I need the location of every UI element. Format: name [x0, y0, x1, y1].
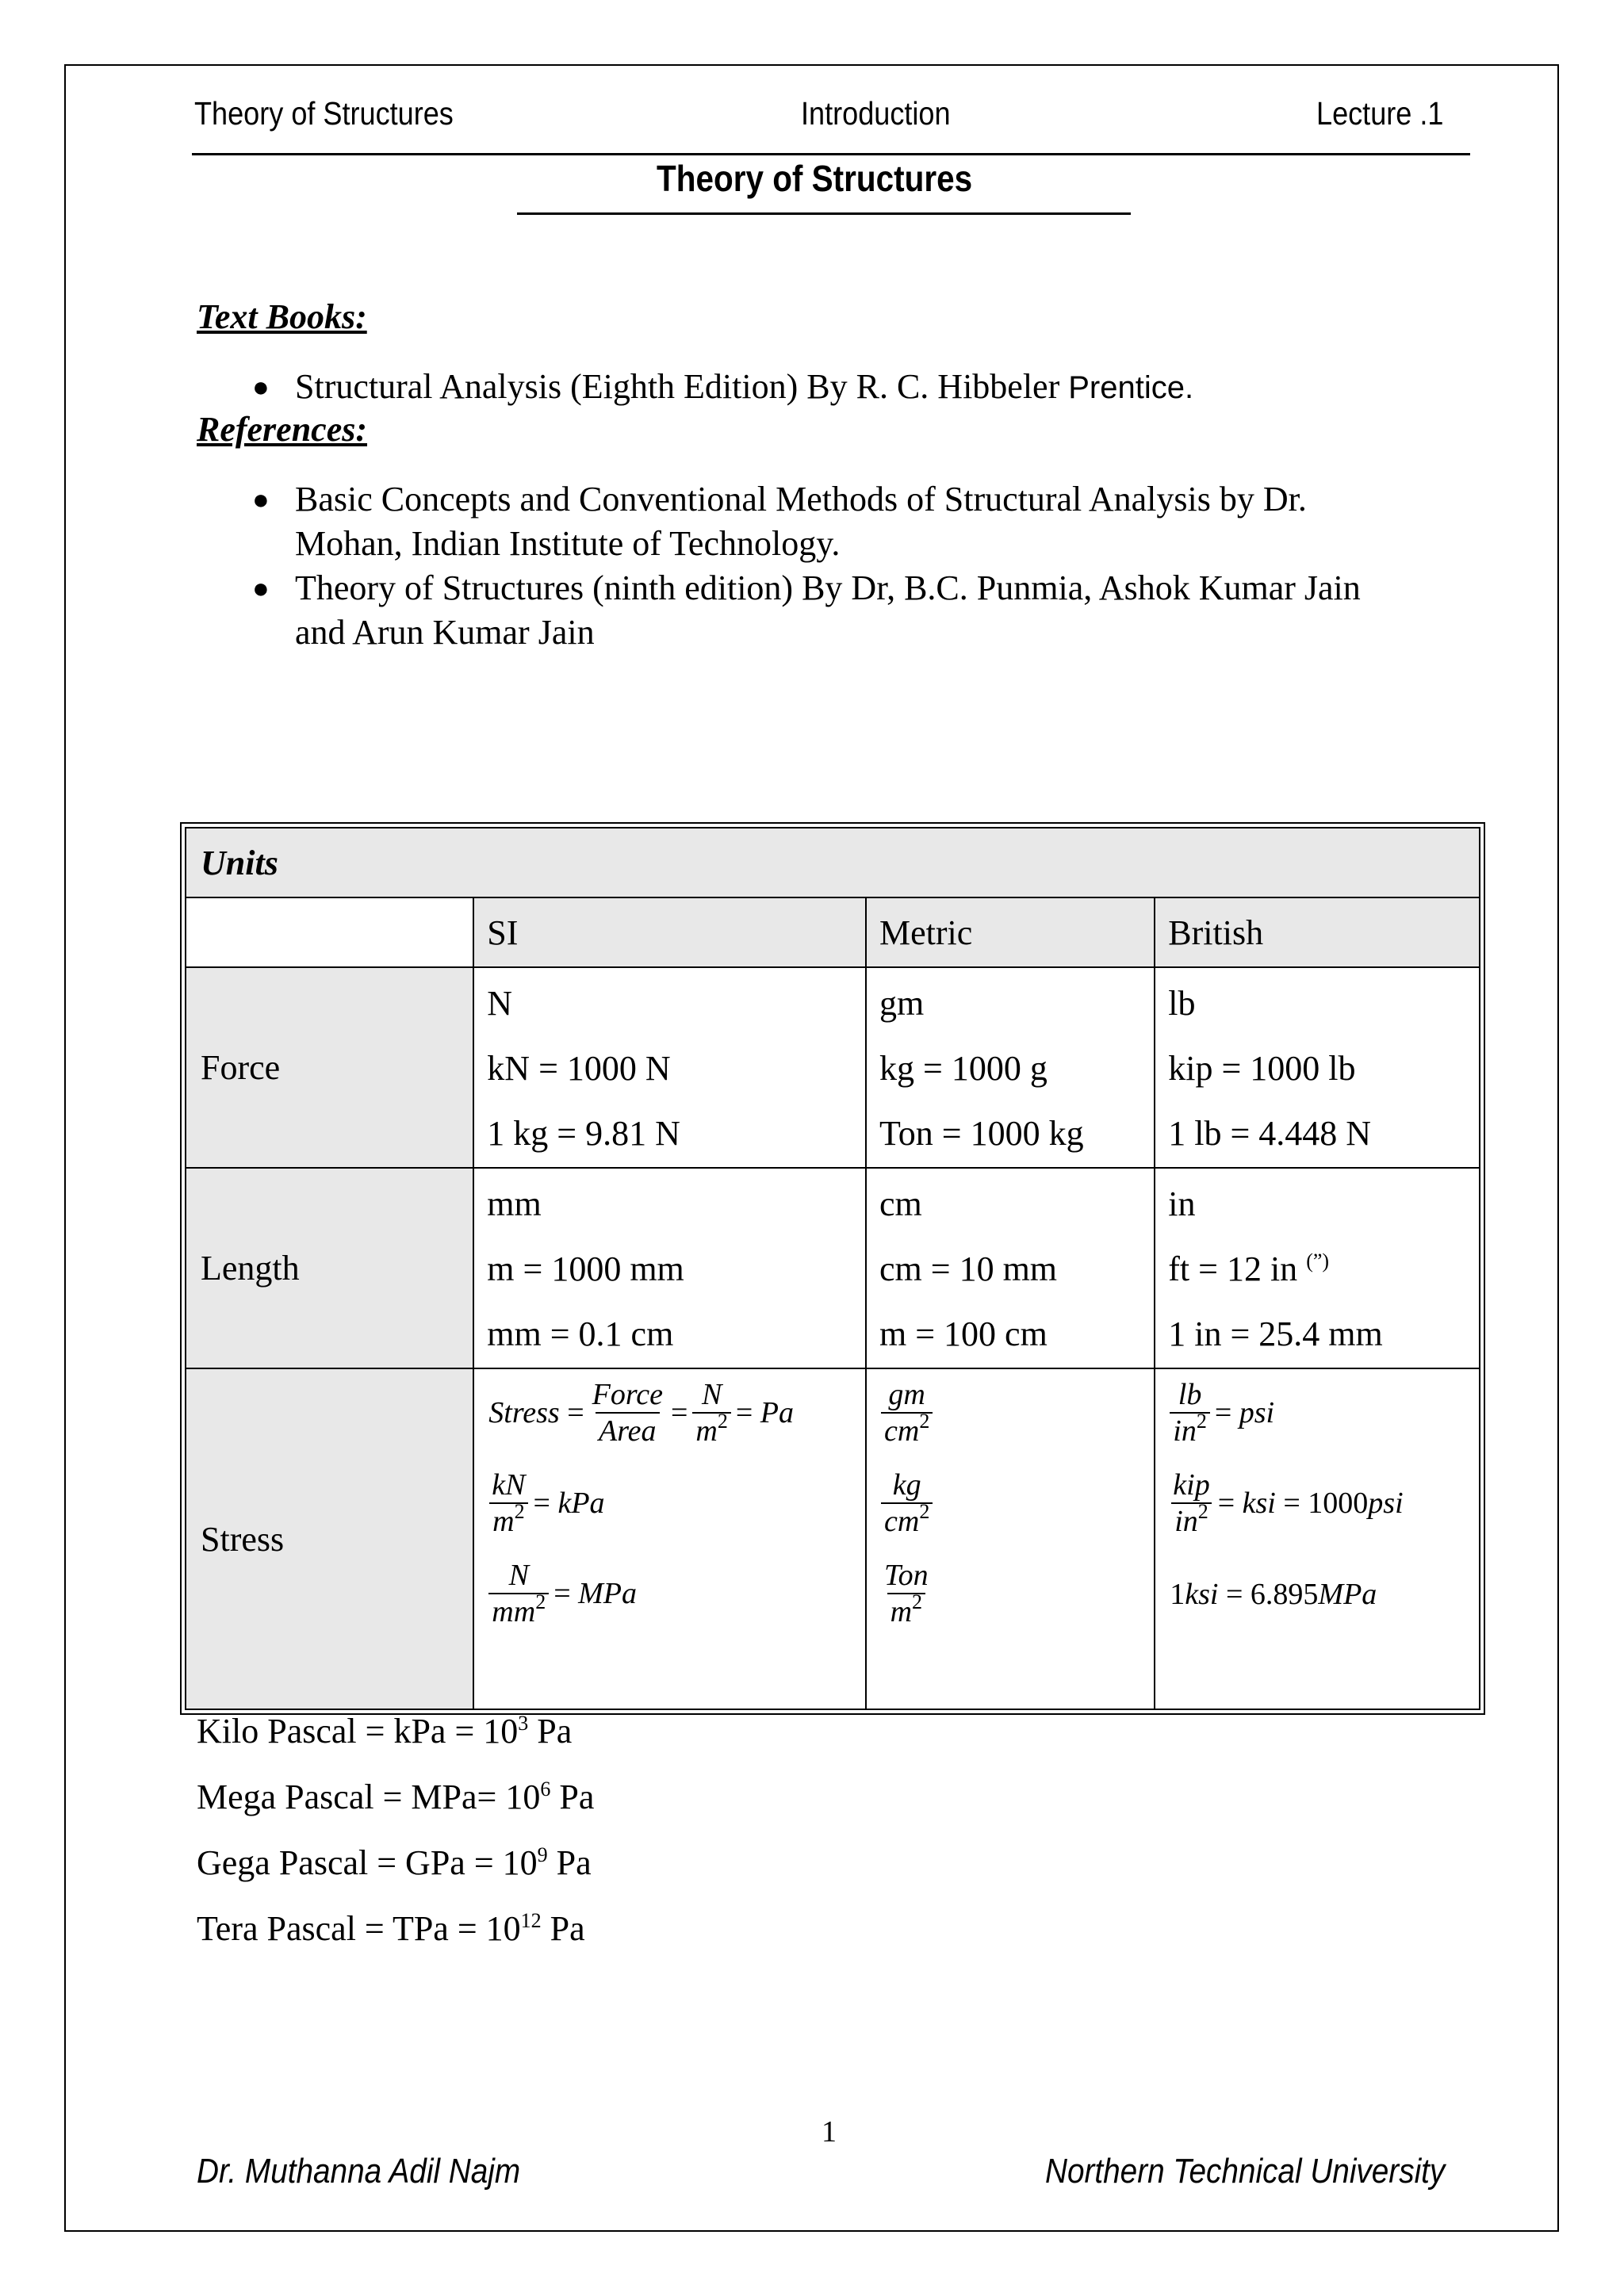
cell-line: mm = 0.1 cm: [487, 1314, 674, 1353]
units-table: [185, 827, 1480, 1710]
formula-psi: [1170, 1377, 1479, 1448]
pascal-text: Gega Pascal = GPa = 10: [197, 1843, 538, 1882]
table-cell: [1155, 1368, 1480, 1709]
fraction: [488, 1468, 528, 1539]
math-number: 6.895: [1250, 1578, 1319, 1611]
bullet-icon: ●: [252, 572, 270, 604]
math-term: MPa: [578, 1577, 637, 1610]
cell-line: lb: [1168, 984, 1196, 1023]
math-term: m: [890, 1595, 913, 1628]
footer-university: Northern Technical University: [1045, 2152, 1446, 2191]
math-term: cm: [884, 1505, 920, 1538]
pascal-unit: Pa: [550, 1777, 595, 1816]
exponent: 6: [540, 1777, 551, 1800]
list-item: [238, 566, 1361, 655]
cell-line: m = 1000 mm: [487, 1249, 684, 1288]
title-underline: [517, 212, 1131, 215]
header-course: Theory of Structures: [194, 95, 454, 132]
math-term: MPa: [1318, 1578, 1377, 1611]
cell-line: mm: [487, 1184, 542, 1223]
numerator: N: [508, 1559, 529, 1592]
math-eq: =: [553, 1577, 571, 1610]
math-term: in: [1173, 1414, 1197, 1448]
math-term: ksi: [1242, 1487, 1276, 1520]
exponent: 3: [518, 1712, 529, 1735]
table-corner-cell: [186, 897, 473, 967]
pascal-unit: Pa: [541, 1909, 585, 1948]
row-label-force: Force: [186, 967, 473, 1168]
page-number: 1: [822, 2115, 837, 2149]
denominator: [692, 1412, 730, 1448]
bullet-icon: ●: [252, 484, 270, 515]
math-term: mm: [492, 1595, 536, 1628]
pascal-unit: Pa: [547, 1843, 592, 1882]
formula-gm-cm2: [881, 1377, 1154, 1448]
textbooks-heading: Text Books:: [197, 297, 367, 336]
numerator: Ton: [884, 1559, 929, 1592]
exponent: 2: [1197, 1500, 1208, 1523]
table-cell: [473, 1368, 866, 1709]
exponent: 2: [919, 1500, 930, 1523]
exponent: 12: [520, 1909, 542, 1932]
column-header-si: SI: [473, 897, 866, 967]
fraction: [488, 1558, 549, 1629]
denominator: [488, 1590, 549, 1629]
exponent: 2: [1196, 1410, 1207, 1433]
feet-inch-text: ft = 12 in: [1168, 1249, 1298, 1288]
cell-line: Ton = 1000 kg: [879, 1114, 1084, 1153]
math-eq: =: [1214, 1396, 1232, 1429]
page-title: Theory of Structures: [657, 158, 973, 199]
math-term: psi: [1239, 1396, 1275, 1429]
formula-kpa: [488, 1468, 865, 1539]
fraction: [1170, 1468, 1212, 1539]
denominator: [881, 1412, 933, 1448]
numerator: kN: [492, 1468, 526, 1502]
pascal-line-giga: [197, 1843, 592, 1883]
table-title: Units: [186, 828, 1480, 897]
math-eq: =: [1217, 1487, 1235, 1520]
exponent: 2: [535, 1590, 546, 1613]
math-term: psi: [1368, 1487, 1404, 1520]
reference-line: Theory of Structures (ninth edition) By Dr, B.C. Punmia, Ashok Kumar Jain: [295, 568, 1361, 607]
math-term: cm: [884, 1414, 920, 1448]
units-table-frame: [180, 822, 1485, 1715]
math-term: m: [492, 1505, 515, 1538]
fraction: [589, 1377, 666, 1448]
column-header-metric: Metric: [866, 897, 1155, 967]
cell-line: 1 kg = 9.81 N: [487, 1114, 680, 1153]
formula-mpa: [488, 1558, 865, 1629]
math-eq: =: [1225, 1578, 1243, 1611]
header-topic: Introduction: [801, 95, 951, 132]
fraction: [692, 1377, 730, 1448]
formula-kg-cm2: [881, 1468, 1154, 1539]
exponent: 2: [514, 1500, 525, 1523]
numerator: gm: [888, 1378, 925, 1411]
cell-line: cm = 10 mm: [879, 1249, 1058, 1288]
list-item: [238, 365, 1193, 410]
reference-line: Basic Concepts and Conventional Methods of Structural Analysis by Dr.: [295, 480, 1307, 519]
math-term: ksi: [1185, 1578, 1219, 1611]
denominator: Area: [596, 1412, 659, 1448]
cell-line: kip = 1000 lb: [1168, 1049, 1356, 1088]
math-term: Pa: [760, 1396, 794, 1429]
references-list: [238, 477, 1361, 655]
list-item: [238, 477, 1361, 566]
fraction: [881, 1558, 932, 1629]
textbook-publisher: Prentice.: [1068, 370, 1194, 405]
cell-line: 1 lb = 4.448 N: [1168, 1114, 1372, 1153]
header-rule: [192, 153, 1470, 155]
math-term: Stress: [488, 1396, 560, 1429]
pascal-text: Mega Pascal = MPa= 10: [197, 1777, 541, 1816]
textbooks-list: [238, 365, 1193, 410]
cell-line: gm: [879, 984, 925, 1023]
numerator: kg: [892, 1468, 921, 1502]
fraction: [881, 1377, 933, 1448]
exponent: 9: [537, 1843, 548, 1866]
numerator: N: [701, 1378, 722, 1411]
numerator: kip: [1173, 1468, 1210, 1502]
pascal-line-mega: [197, 1777, 594, 1817]
formula-ksi: [1170, 1468, 1479, 1539]
reference-line: Mohan, Indian Institute of Technology.: [295, 524, 841, 563]
cell-line: in: [1168, 1184, 1196, 1223]
header-lecture: Lecture .1: [1316, 95, 1444, 132]
column-header-british: British: [1155, 897, 1480, 967]
table-cell: [866, 967, 1155, 1168]
bullet-icon: ●: [252, 371, 270, 403]
cell-line: cm: [879, 1184, 922, 1223]
footer-author: Dr. Muthanna Adil Najm: [197, 2152, 521, 2191]
pascal-line-kilo: [197, 1711, 572, 1751]
fraction: [881, 1468, 933, 1539]
exponent: 2: [717, 1410, 728, 1433]
denominator: [1170, 1412, 1210, 1448]
math-eq: =: [567, 1396, 584, 1429]
pascal-text: Kilo Pascal = kPa = 10: [197, 1712, 519, 1751]
math-eq: =: [533, 1487, 550, 1520]
math-eq: =: [670, 1396, 688, 1429]
cell-line: 1 in = 25.4 mm: [1168, 1314, 1383, 1353]
cell-line: m = 100 cm: [879, 1314, 1048, 1353]
math-eq: =: [735, 1396, 753, 1429]
table-cell: [473, 967, 866, 1168]
numerator: lb: [1178, 1378, 1202, 1411]
fraction: [1170, 1377, 1210, 1448]
table-cell: [866, 1368, 1155, 1709]
pascal-line-tera: [197, 1908, 585, 1949]
math-term: in: [1174, 1505, 1198, 1538]
table-cell: [473, 1168, 866, 1368]
formula-ton-m2: [881, 1558, 1154, 1629]
table-cell: [866, 1168, 1155, 1368]
math-term: kPa: [557, 1487, 605, 1520]
table-cell: [1155, 967, 1480, 1168]
row-label-stress: Stress: [186, 1368, 473, 1709]
cell-line: [1168, 1237, 1479, 1302]
math-number: 1000: [1308, 1487, 1369, 1520]
reference-line: and Arun Kumar Jain: [295, 613, 595, 652]
pascal-text: Tera Pascal = TPa = 10: [197, 1909, 521, 1948]
math-eq: =: [1283, 1487, 1300, 1520]
pascal-unit: Pa: [528, 1712, 573, 1751]
table-cell: [1155, 1168, 1480, 1368]
math-term: m: [695, 1414, 718, 1448]
formula-stress: [488, 1377, 865, 1448]
row-label-length: Length: [186, 1168, 473, 1368]
denominator: [489, 1502, 527, 1539]
numerator: Force: [592, 1378, 663, 1411]
math-number: 1: [1170, 1578, 1185, 1611]
formula-ksi-mpa: [1170, 1577, 1479, 1612]
exponent: 2: [912, 1590, 923, 1613]
cell-line: N: [487, 984, 513, 1023]
cell-line: kN = 1000 N: [487, 1049, 671, 1088]
textbook-title: Structural Analysis (Eighth Edition) By R. C. Hibbeler: [295, 367, 1060, 406]
cell-line: kg = 1000 g: [879, 1049, 1048, 1088]
references-heading: References:: [197, 410, 368, 449]
exponent: 2: [919, 1410, 930, 1433]
inch-mark: (”): [1306, 1249, 1330, 1272]
denominator: [887, 1590, 925, 1629]
denominator: [1171, 1502, 1212, 1539]
denominator: [881, 1502, 933, 1539]
